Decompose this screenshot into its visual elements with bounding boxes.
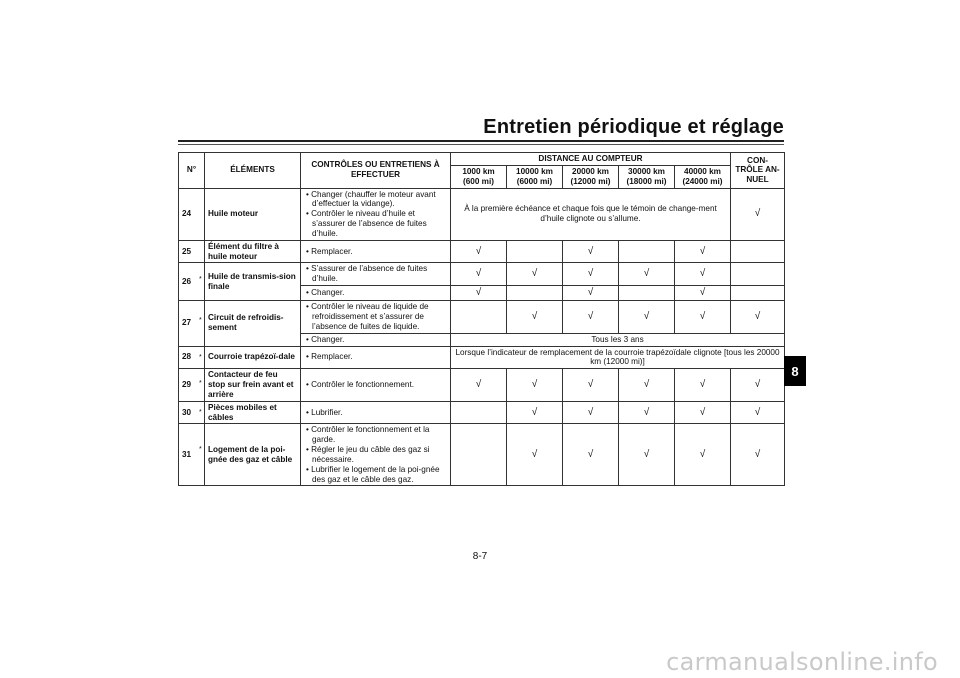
col-header-distance: DISTANCE AU COMPTEUR [451,153,731,166]
action-cell [301,346,451,369]
row-number-text: 25 [182,246,192,256]
check-mark: √ [699,268,706,280]
dealer-service-marker: * [199,354,202,362]
col-header-distance-5: 40000 km (24000 mi) [675,165,731,188]
title-rule [178,140,784,142]
row-number [179,240,205,263]
element-name: Élément du filtre à huile moteur [205,240,301,263]
check-mark: √ [754,406,761,418]
maintenance-table [178,152,785,486]
check-cell [563,369,619,402]
annual-check-cell [731,401,785,424]
check-cell [507,424,563,486]
row-number [179,424,205,486]
table-row [179,301,785,334]
check-cell [451,286,507,301]
action-item: • Contrôler le niveau d’huile et s’assurer de l’absence de fuites d’huile. [306,209,427,238]
check-mark: √ [587,268,594,280]
table-row [179,424,785,486]
check-cell [451,369,507,402]
check-cell [563,240,619,263]
row-number [179,301,205,346]
action-cell [301,369,451,402]
annual-check-cell [731,188,785,240]
check-mark: √ [587,406,594,418]
action-item: • Lubrifier. [306,407,343,417]
check-mark: √ [699,245,706,257]
check-cell [675,240,731,263]
check-cell [507,286,563,301]
check-mark: √ [754,448,761,460]
check-cell [563,401,619,424]
col-header-action: CONTRÔLES OU ENTRETIENS À EFFECTUER [301,153,451,189]
dealer-service-marker: * [199,316,202,324]
col-header-no: N° [179,153,205,189]
watermark: carmanualsonline.info [666,648,938,676]
element-name: Courroie trapézoï-dale [205,346,301,369]
check-cell [675,263,731,286]
annual-check-cell [731,369,785,402]
col-header-annual: CON- TRÔLE AN- NUEL [731,153,785,189]
table-row [179,188,785,240]
col-header-distance-2: 10000 km (6000 mi) [507,165,563,188]
row-number [179,346,205,369]
table-row [179,240,785,263]
col-header-element: ÉLÉMENTS [205,153,301,189]
check-mark: √ [754,378,761,390]
table-row [179,401,785,424]
check-mark: √ [475,245,482,257]
check-cell [563,424,619,486]
action-cell [301,188,451,240]
table-row [179,263,785,286]
check-mark: √ [754,208,761,220]
row-number-text: 31 [182,450,192,460]
row-number [179,188,205,240]
check-mark: √ [587,245,594,257]
action-item: • Contrôler le fonctionnement et la garde. [306,425,430,445]
check-mark: √ [643,406,650,418]
check-mark: √ [587,448,594,460]
check-mark: √ [699,448,706,460]
check-cell [451,301,507,334]
check-cell [675,369,731,402]
check-cell [619,301,675,334]
check-mark: √ [475,378,482,390]
dealer-service-marker: * [199,276,202,284]
check-mark: √ [531,406,538,418]
row-number [179,263,205,301]
action-cell [301,424,451,486]
check-cell [619,263,675,286]
check-cell [451,240,507,263]
check-cell [563,286,619,301]
action-cell [301,301,451,334]
check-cell [619,286,675,301]
action-item: • Changer (chauffer le moteur avant d’effectuer la vidange). [306,189,436,209]
col-header-distance-3: 20000 km (12000 mi) [563,165,619,188]
check-cell [675,286,731,301]
interval-note: Lorsque l’indicateur de remplacement de la courroie trapézoïdale clignote [tous les 20000 km (12000 mi)] [451,346,785,369]
check-mark: √ [531,268,538,280]
action-item: • Changer. [306,334,345,344]
check-mark: √ [754,310,761,322]
row-number-text: 26 [182,276,192,286]
check-cell [507,369,563,402]
check-mark: √ [643,378,650,390]
row-number-text: 30 [182,407,192,417]
check-mark: √ [699,406,706,418]
annual-check-cell [731,286,785,301]
dealer-service-marker: * [199,380,202,388]
check-cell [451,401,507,424]
interval-note: Tous les 3 ans [451,333,785,346]
row-number-text: 27 [182,318,192,328]
row-number [179,401,205,424]
dealer-service-marker: * [199,409,202,417]
check-cell [451,263,507,286]
action-cell [301,263,451,286]
check-cell [563,263,619,286]
row-number-text: 24 [182,209,192,219]
check-cell [451,424,507,486]
action-item: • Remplacer. [306,352,353,362]
check-cell [675,424,731,486]
action-cell [301,401,451,424]
check-cell [619,424,675,486]
check-cell [507,263,563,286]
check-mark: √ [699,378,706,390]
action-item: • Remplacer. [306,246,353,256]
element-name: Huile moteur [205,188,301,240]
check-mark: √ [643,448,650,460]
action-cell [301,240,451,263]
action-item: • Contrôler le fonctionnement. [306,380,414,390]
action-cell [301,333,451,346]
check-mark: √ [587,287,594,299]
check-cell [675,301,731,334]
action-item: • S’assurer de l’absence de fuites d’huile. [306,264,428,284]
element-name: Pièces mobiles et câbles [205,401,301,424]
check-mark: √ [699,287,706,299]
check-mark: √ [531,378,538,390]
check-cell [507,401,563,424]
col-header-distance-4: 30000 km (18000 mi) [619,165,675,188]
annual-check-cell [731,301,785,334]
action-item: • Régler le jeu du câble des gaz si nécessaire. [306,445,430,464]
dealer-service-marker: * [199,445,202,453]
check-cell [507,240,563,263]
check-cell [507,301,563,334]
table-row [179,346,785,369]
action-item: • Changer. [306,288,345,298]
check-mark: √ [587,310,594,322]
check-cell [619,401,675,424]
check-mark: √ [643,268,650,280]
annual-check-cell [731,240,785,263]
interval-note: À la première échéance et chaque fois que le témoin de change-ment d’huile clignote ou s’allume. [451,188,731,240]
action-item: • Contrôler le niveau de liquide de refroidissement et s’assurer de l’absence de fuites de liquide. [306,302,429,331]
element-name: Logement de la poi-gnée des gaz et câble [205,424,301,486]
check-cell [675,401,731,424]
chapter-tab: 8 [784,356,806,386]
title-rule-thin [178,144,784,145]
page-number: 8-7 [472,551,488,562]
check-cell [563,301,619,334]
row-number-text: 29 [182,380,192,390]
check-cell [619,369,675,402]
element-name: Circuit de refroidis-sement [205,301,301,346]
element-name: Contacteur de feu stop sur frein avant et arrière [205,369,301,402]
annual-check-cell [731,424,785,486]
check-mark: √ [699,310,706,322]
check-mark: √ [475,268,482,280]
action-item: • Lubrifier le logement de la poi-gnée des gaz et le câble des gaz. [306,464,440,484]
row-number [179,369,205,402]
check-mark: √ [475,287,482,299]
check-mark: √ [531,310,538,322]
table-row [179,369,785,402]
check-mark: √ [531,448,538,460]
check-mark: √ [587,378,594,390]
check-mark: √ [643,310,650,322]
element-name: Huile de transmis-sion finale [205,263,301,301]
table-body [179,188,785,486]
annual-check-cell [731,263,785,286]
page-title: Entretien périodique et réglage [483,116,784,138]
check-cell [619,240,675,263]
col-header-distance-1: 1000 km (600 mi) [451,165,507,188]
action-cell [301,286,451,301]
row-number-text: 28 [182,352,192,362]
